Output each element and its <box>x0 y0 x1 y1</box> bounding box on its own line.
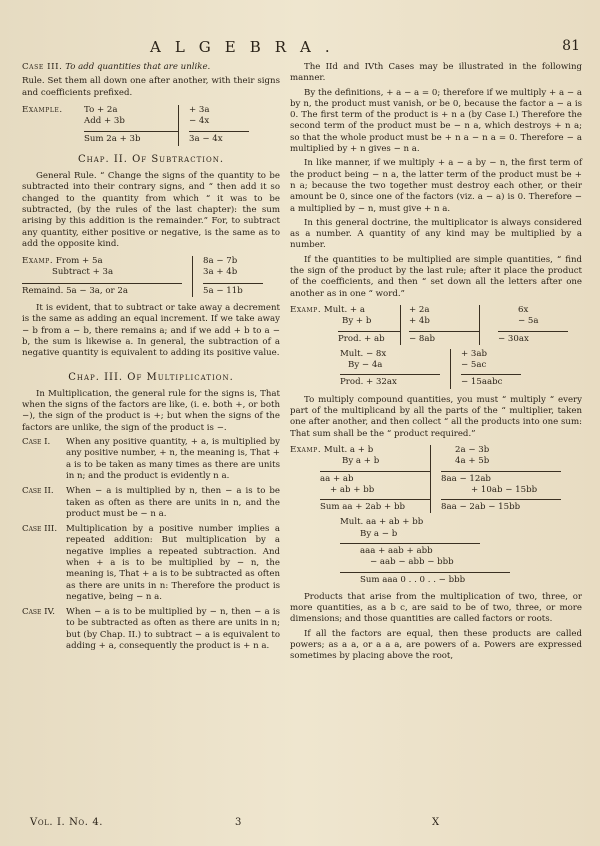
page-number: 81 <box>562 38 580 54</box>
case-1: Case I. When any positive quantity, + a, is multiplied by any positive number, + n, the meaning is, That + a is to be taken as many times as there are units in n; and the product is evidently n a. <box>22 437 280 481</box>
intro-paragraph: The IId and IVth Cases may be illustrated in the following manner. <box>290 62 582 84</box>
paragraph-like-manner: In like manner, if we multiply + a − a by − n, the first term of the product being − n a, the latter term of the product must be + n a; because the two together must destroy each other, or their amount be 0, since one of the factors (viz. a − a) is 0. Therefore − a multiplied by − n, must give + n a. <box>290 158 582 214</box>
multiplication-intro: In Multiplication, the general rule for the signs is, That when the signs of the factors are like, (i. e. both +, or both −), the sign of the product is +; but when the signs of the factors are unlike, the sign of the product is −. <box>22 388 280 433</box>
left-column <box>22 62 280 656</box>
footer-signature: 3 <box>235 817 242 828</box>
case3-heading: Case III. To add quantities that are unlike. <box>22 62 211 72</box>
footer-volume: Vol. I. No. 4. <box>30 817 104 828</box>
case-4: Case IV. When − a is to be multiplied by − n, then − a is to be subtracted as often as there are units in n; but (by Chap. II.) to subtract − a is equivalent to adding + a, consequently the product is + n a. <box>22 607 280 652</box>
paragraph-simple: If the quantities to be multiplied are simple quantities, “ find the sign of the product by the last rule; after it place the product of the coefficients, and then “ set down all the letters after one another as in one “ word.” <box>290 254 582 299</box>
example-simple-mult: Examp. Mult. + a By + b Prod. + ab + 2a + 4b − 8ab 6x − 5a − 30ax Mult. − 8x By − 4a Prod. + 32ax + 3ab − 5ac − 15aabc <box>290 305 582 389</box>
paragraph-compound: To multiply compound quantities, you must “ multiply “ every part of the multiplicand by all the parts of the “ multiplier, taken one after another, and then collect “ all the products into one sum: That sum shall be the “ product required.” <box>290 394 582 439</box>
paragraph-doctrine: In this general doctrine, the multiplicator is always considered as a number. A quantity of any kind may be multiplied by a number. <box>290 217 582 251</box>
case-2: Case II. When − a is multiplied by n, then − a is to be taken as often as there are units in n, and the product must be − n a. <box>22 486 280 519</box>
rule3: Rule. Set them all down one after another, with their signs and coefficients prefixed. <box>22 76 280 98</box>
case-3: Case III. Multiplication by a positive number implies a repeated addition: But multiplication by a negative implies a repeated subtraction. And when + a is to be multiplied by − n, the meaning is, That + a is to be subtracted as often as there are units in n: Therefore the product is negative, being − n a. <box>22 524 280 602</box>
example-add: Example. To + 2a Add + 3b Sum 2a + 3b + 3a − 4x 3a − 4x <box>22 105 280 146</box>
paragraph-definitions: By the definitions, + a − a = 0; therefore if we multiply + a − a by n, the product must vanish, or be 0, because the factor a − a is 0. The first term of the product is + n a (by Case I.) Therefore the second term of the product must be − n a, which destroys + n a; so that the whole product must be + n a − n a = 0. Therefore − a multiplied by + n gives − n a. <box>290 87 582 155</box>
general-rule: General Rule. “ Change the signs of the quantity to be subtracted into their contrary signs, and “ then add it so changed to the quantity from which “ it was to be subtracted, (by the rules of the last chapter): the sum arising by this addition is the remainder.” For, to subtract any quantity, either positive or negative, is the same as to add the opposite kind. <box>22 171 280 249</box>
footer-signature-x: X <box>432 817 440 828</box>
right-column <box>290 62 582 666</box>
example-subtract: Examp. From + 5a Subtract + 3a Remaind. 5a − 3a, or 2a 8a − 7b 3a + 4b 5a − 11b <box>22 256 280 297</box>
chapter3-heading: Chap. III. Of Multiplication. <box>68 371 234 383</box>
paragraph-products: Products that arise from the multiplication of two, three, or more quantities, as a b c, are said to be of two, three, or more dimensions; and those quantities are called factors or roots. <box>290 591 582 625</box>
running-title: ALGEBRA. <box>150 38 344 56</box>
evident-paragraph: It is evident, that to subtract or take away a decrement is the same as adding an equal increment. If we take away − b from a − b, there remains a; and if we add + b to a − b, the sum is likewise a. In general, the subtraction of a negative quantity is equivalent to adding its positive value. <box>22 303 280 359</box>
paragraph-powers: If all the factors are equal, then these products are called powers; as a a, or a a a, are powers of a. Powers are expressed sometimes by placing above the root, <box>290 628 582 662</box>
example-compound-mult: Examp. Mult. a + b By a + b aa + ab + ab + bb Sum aa + 2ab + bb 2a − 3b 4a + 5b 8aa − 12ab + 10ab − 15bb 8aa − 2ab − 15bb Mult. aa + ab + bb By a − b aaa + aab + abb − aab − abb − bbb Sum aaa 0 . . 0 . . − bbb <box>290 445 582 586</box>
chapter2-heading: Chap. II. Of Subtraction. <box>77 153 225 165</box>
